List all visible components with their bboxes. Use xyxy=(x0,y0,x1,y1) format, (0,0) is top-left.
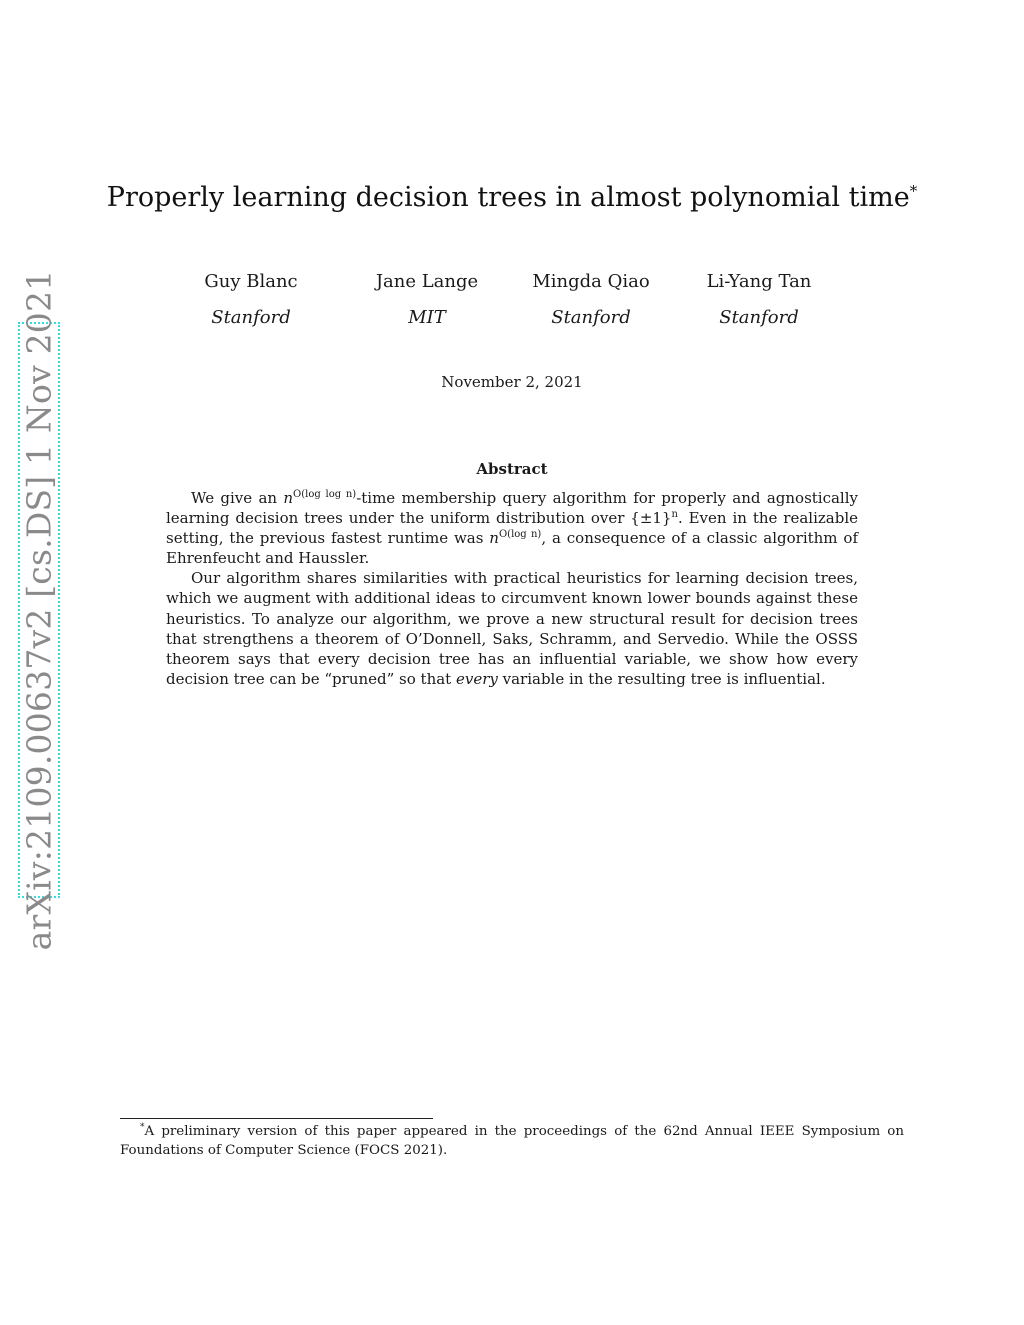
abstract-text: -time membership query algorithm for properly and agnostically learning decision trees under the uniform distribution over {±1} xyxy=(166,489,859,528)
author-name: Mingda Qiao xyxy=(532,271,650,292)
abstract-text: variable in the resulting tree is influential. xyxy=(497,669,826,688)
emphasis-text: every xyxy=(455,669,498,688)
math-variable: n xyxy=(283,489,294,507)
author-affiliation: Stanford xyxy=(211,307,291,328)
paper-title xyxy=(0,182,1024,213)
abstract-text: We give an xyxy=(191,489,284,507)
title-footnote-mark: * xyxy=(909,182,918,200)
arxiv-identifier: arXiv:2109.00637v2 [cs.DS] 1 Nov 2021 xyxy=(19,269,59,951)
footnote-text: A preliminary version of this paper appeared in the proceedings of the 62nd Annual IEEE Symposium on Foundations of Computer Science (FOCS 2021). xyxy=(120,1124,904,1158)
math-variable: n xyxy=(489,529,499,548)
author-affiliation: Stanford xyxy=(551,307,631,328)
footnote xyxy=(120,1122,904,1160)
author-name: Li-Yang Tan xyxy=(706,271,812,292)
title-text: Properly learning decision trees in almost polynomial time xyxy=(106,182,910,213)
author-name: Jane Lange xyxy=(375,271,479,292)
author-affiliation: MIT xyxy=(408,307,446,328)
abstract-heading: Abstract xyxy=(476,460,548,478)
footnote-mark: * xyxy=(140,1122,145,1133)
footnote-divider xyxy=(120,1118,433,1119)
author-affiliation: Stanford xyxy=(719,307,799,328)
math-exponent: O(log log n) xyxy=(293,489,357,500)
arxiv-identifier-stamp xyxy=(18,269,60,951)
publication-date: November 2, 2021 xyxy=(441,373,583,391)
math-exponent: n xyxy=(671,509,678,521)
abstract-paragraph xyxy=(166,568,858,689)
abstract-paragraph xyxy=(166,488,858,568)
abstract-text: . Even in the realizable setting, the previous fastest runtime was xyxy=(166,509,858,548)
abstract-text: , a consequence of a classic algorithm of Ehrenfeucht and Haussler. xyxy=(166,529,858,568)
math-exponent: O(log n) xyxy=(498,529,542,541)
abstract-body xyxy=(166,488,858,689)
abstract-text: Our algorithm shares similarities with practical heuristics for learning decision trees, which we augment with additional ideas to circumvent known lower bounds against these heuristics. To analyze our algorithm, we prove a new structural result for decision trees that strengthens a theorem of O’Donnell, Saks, Schramm, and Servedio. While the OSSS theorem says that every decision tree has an influential variable, we show how every decision tree can be “pruned” so that xyxy=(166,569,858,688)
author-name: Guy Blanc xyxy=(204,271,298,292)
